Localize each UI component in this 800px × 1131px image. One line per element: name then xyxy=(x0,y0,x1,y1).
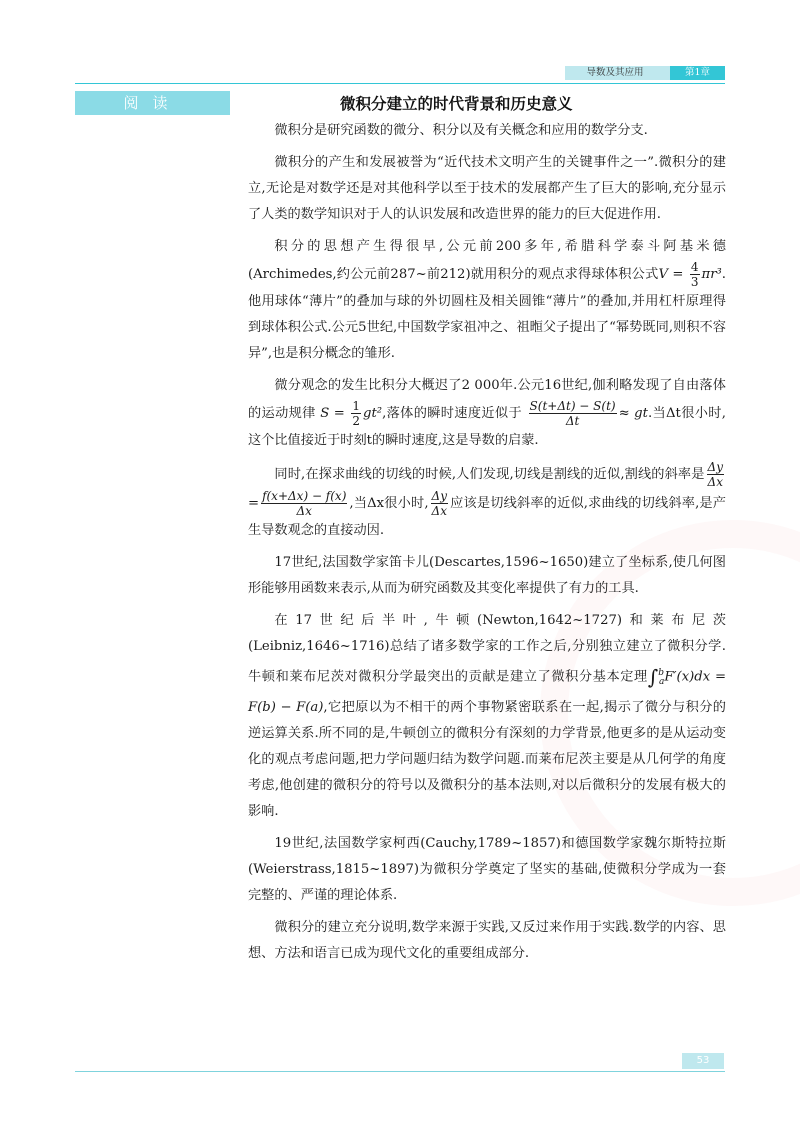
page-number: 53 xyxy=(682,1053,724,1069)
frac-num: 1 xyxy=(352,399,361,413)
header-chapter: 导数及其应用 xyxy=(586,67,644,78)
paragraph-4 xyxy=(248,373,726,454)
paragraph-6: 17世纪,法国数学家笛卡儿(Descartes,1596~1650)建立了坐标系,使几何图形能够用函数来表示,从而为研究函数及其变化率提供了有力的工具. xyxy=(248,555,726,596)
p5-text-b: ,当Δx很小时, xyxy=(349,496,429,511)
p5-text-c: 应该是切线斜率的近似,求曲线的切线斜率,是产生导数观念的直接动因. xyxy=(248,496,726,538)
velocity-ratio-fraction xyxy=(529,399,617,428)
p5-text-a: 同时,在探求曲线的切线的时候,人们发现,切线是割线的近似,割线的斜率是 xyxy=(274,467,705,482)
difference-quotient-fraction xyxy=(261,489,347,518)
integral-sign: ∫ xyxy=(647,664,659,689)
integral-lower-limit: a xyxy=(659,677,665,688)
slope-fraction xyxy=(707,460,724,489)
frac-den: 3 xyxy=(690,275,699,289)
slope-fraction-2 xyxy=(431,489,448,518)
frac-den: Δx xyxy=(261,503,347,518)
paragraph-7 xyxy=(248,608,726,825)
paragraph-3 xyxy=(248,234,726,367)
fundamental-theorem-formula: F′(x)dx = F(b) − F(a) xyxy=(248,669,726,716)
fall-law-var: S = xyxy=(320,406,350,421)
paragraph-8: 19世纪,法国数学家柯西(Cauchy,1789~1857)和德国数学家魏尔斯特拉斯(Weierstrass,1815~1897)为微积分学奠定了坚实的基础,使微积分学成为一套完整的、严谨的理论体系. xyxy=(248,836,726,904)
approx-gt: ≈ gt xyxy=(618,406,648,421)
frac-den: 2 xyxy=(352,414,361,428)
p3-text-b: .他用球体“薄片”的叠加与球的外切圆柱及相关圆锥“薄片”的叠加,并用杠杆原理得到球体积公式.公元5世纪,中国数学家祖冲之、祖暅父子提出了“幂势既同,则积不容异”,也是积分概念的雏形. xyxy=(248,267,726,361)
g-t-squared: gt² xyxy=(363,406,383,421)
article-body xyxy=(248,118,726,973)
footer-divider xyxy=(75,1071,725,1072)
p4-text-c: .当Δt很小时,这个比值接近于时刻t的瞬时速度,这是导数的启蒙. xyxy=(248,406,726,448)
frac-den: Δx xyxy=(707,475,723,489)
paragraph-5 xyxy=(248,460,726,544)
p4-text-b: ,落体的瞬时速度近似于 xyxy=(382,406,522,421)
p4-text-a: 微分观念的发生比积分大概迟了2 000年.公元16世纪,伽利略发现了自由落体的运动规律 xyxy=(248,378,726,421)
p5-equals: = xyxy=(248,496,260,511)
frac-den: Δt xyxy=(529,413,617,428)
reading-tag: 阅读 xyxy=(75,91,230,115)
paragraph-2: 微积分的产生和发展被誉为“近代技术文明产生的关键事件之一”.微积分的建立,无论是对数学还是对其他科学以至于技术的发展都产生了巨大的影响,充分显示了人类的数学知识对于人的认识发展和改造世界的能力的巨大促进作用. xyxy=(248,155,726,222)
fraction-one-half xyxy=(351,399,361,428)
frac-num: Δy xyxy=(431,489,447,503)
pi-r-cubed: πr³ xyxy=(701,267,722,282)
p3-equals: = xyxy=(668,267,688,282)
frac-num: f(x+Δx) − f(x) xyxy=(262,489,347,503)
frac-num: 4 xyxy=(690,260,699,274)
frac-num: S(t+Δt) − S(t) xyxy=(529,399,616,413)
header-unit-badge: 第1章 xyxy=(670,66,725,80)
volume-var: V xyxy=(658,267,669,282)
frac-den: Δx xyxy=(431,504,447,518)
integral-upper-limit: b xyxy=(658,668,665,678)
frac-num: Δy xyxy=(707,460,723,474)
p3-text-a: 积分的思想产生得很早,公元前200多年,希腊科学泰斗阿基米德(Archimedes,约公元前287~前212)就用积分的观点求得球体积公式 xyxy=(248,239,726,282)
fraction-four-thirds xyxy=(690,260,700,289)
page-title: 微积分建立的时代背景和历史意义 xyxy=(340,95,573,113)
p7-text-a: 在17世纪后半叶,牛顿(Newton,1642~1727)和莱布尼茨(Leibniz,1646~1716)总结了诸多数学家的工作之后,分别独立建立了微积分学.牛顿和莱布尼茨对微积分学最突出的贡献是建立了微积分基本定理 xyxy=(248,613,726,685)
header-divider xyxy=(75,83,725,84)
p7-text-b: ,它把原以为不相干的两个事物紧密联系在一起,揭示了微分与积分的逆运算关系.所不同的是,牛顿创立的微积分有深刻的力学背景,他更多的是从运动变化的观点考虑问题,把力学问题归结为数学问题.而莱布尼茨主要是从几何学的角度考虑,他创建的微积分的符号以及微积分的基本法则,对以后微积分的发展有极大的影响. xyxy=(248,700,726,820)
paragraph-1: 微积分是研究函数的微分、积分以及有关概念和应用的数学分支. xyxy=(274,123,648,138)
paragraph-9: 微积分的建立充分说明,数学来源于实践,又反过来作用于实践.数学的内容、思想、方法和语言已成为现代文化的重要组成部分. xyxy=(248,920,726,962)
